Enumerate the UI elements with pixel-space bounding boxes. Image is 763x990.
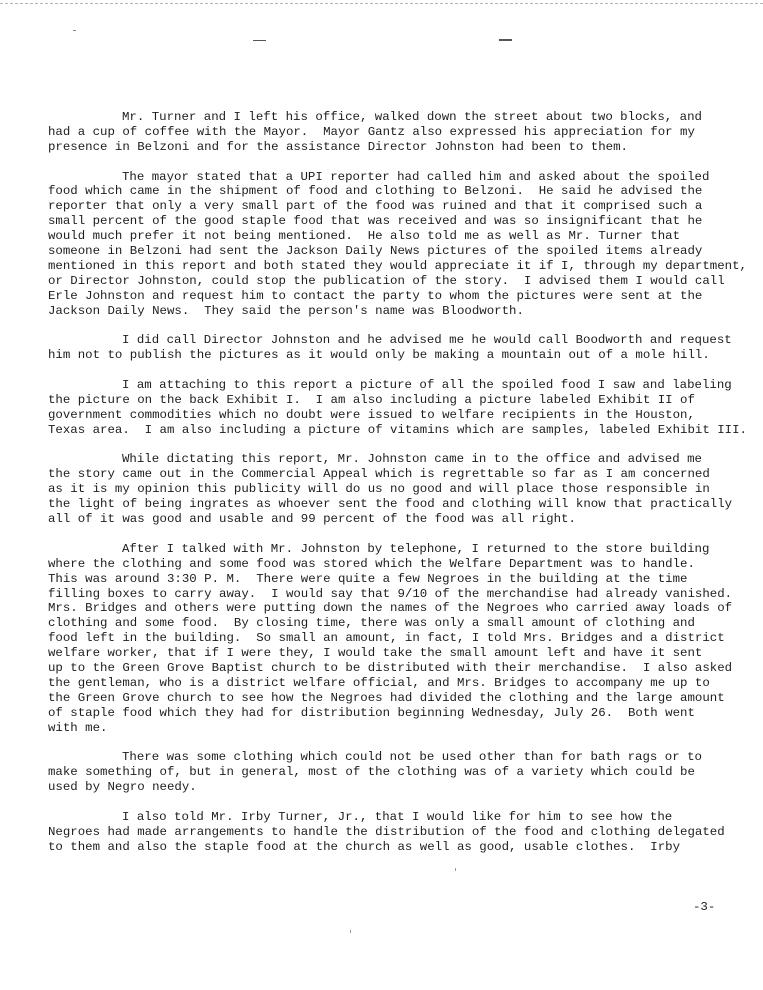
- paragraph: [48, 750, 760, 795]
- scan-mark: [350, 930, 351, 933]
- text-line: the gentleman, who is a district welfare official, and Mrs. Bridges to accompany me up to: [48, 675, 710, 690]
- text-line: This was around 3:30 P. M. There were quite a few Negroes in the building at the time: [48, 571, 688, 586]
- text-line: the story came out in the Commercial Appeal which is regrettable so far as I am concerned: [48, 467, 710, 482]
- paragraph: [48, 542, 760, 736]
- text-line: welfare worker, that if I were they, I would take the small amount left and have it sent: [48, 646, 703, 661]
- paragraph: [48, 333, 760, 363]
- text-line: all of it was good and usable and 99 percent of the food was all right.: [48, 512, 576, 527]
- text-line: make something of, but in general, most of the clothing was of a variety which could be: [48, 765, 695, 780]
- text-line: to them and also the staple food at the church as well as good, usable clothes. Irby: [48, 839, 681, 854]
- text-line: would much prefer it not being mentioned. He also told me as well as Mr. Turner that: [48, 229, 681, 244]
- text-line: of staple food which they had for distribution beginning Wednesday, July 26. Both went: [48, 705, 695, 720]
- text-line: After I talked with Mr. Johnston by telephone, I returned to the store building: [122, 541, 710, 556]
- paragraph: [48, 378, 760, 438]
- text-line: the light of being ingrates as whoever sent the food and clothing will know that practically: [48, 497, 733, 512]
- text-line: clothing and some food. By closing time, there was only a small amount of clothing and: [48, 616, 695, 631]
- scan-mark: [253, 40, 266, 41]
- text-line: The mayor stated that a UPI reporter had called him and asked about the spoiled: [122, 169, 710, 184]
- text-line: with me.: [48, 720, 108, 735]
- text-line: food left in the building. So small an amount, in fact, I told Mrs. Bridges and a district: [48, 631, 725, 646]
- text-line: as it is my opinion this publicity will do us no good and will place those responsible in: [48, 482, 710, 497]
- paragraph: [48, 452, 760, 526]
- text-line: small percent of the good staple food that was received and was so insignificant that he: [48, 214, 703, 229]
- text-line: someone in Belzoni had sent the Jackson Daily News pictures of the spoiled items already: [48, 244, 703, 259]
- page-number: -3-: [693, 900, 716, 914]
- text-line: There was some clothing which could not be used other than for bath rags or to: [122, 750, 702, 765]
- text-line: I also told Mr. Irby Turner, Jr., that I would like for him to see how the: [122, 809, 673, 824]
- text-line: filling boxes to carry away. I would say that 9/10 of the merchandise had already vanished.: [48, 586, 733, 601]
- text-line: Erle Johnston and request him to contact the party to whom the pictures were sent at the: [48, 288, 703, 303]
- text-line: Mrs. Bridges and others were putting down the names of the Negroes who carried away loads of: [48, 601, 733, 616]
- text-line: Jackson Daily News. They said the person's name was Bloodworth.: [48, 303, 524, 318]
- text-line: food which came in the shipment of food and clothing to Belzoni. He said he advised the: [48, 184, 703, 199]
- paragraph: [48, 810, 760, 855]
- paragraph: [48, 110, 760, 155]
- text-line: government commodities which no doubt were issued to welfare recipients in the Houston,: [48, 407, 695, 422]
- text-line: While dictating this report, Mr. Johnston came in to the office and advised me: [122, 452, 702, 467]
- text-line: up to the Green Grove Baptist church to be distributed with their merchandise. I also asked: [48, 660, 733, 675]
- text-line: used by Negro needy.: [48, 780, 197, 795]
- scan-mark: [499, 39, 512, 41]
- text-line: him not to publish the pictures as it would only be making a mountain out of a mole hill.: [48, 348, 710, 363]
- text-line: or Director Johnston, could stop the publication of the story. I advised them I would call: [48, 273, 725, 288]
- text-line: I am attaching to this report a picture of all the spoiled food I saw and labeling: [122, 378, 732, 393]
- text-line: mentioned in this report and both stated they would appreciate it if I, through my department,: [48, 258, 747, 273]
- page-top-edge: [0, 3, 763, 4]
- text-line: presence in Belzoni and for the assistance Director Johnston had been to them.: [48, 139, 628, 154]
- paragraph: [48, 170, 760, 319]
- text-line: where the clothing and some food was stored which the Welfare Department was to handle.: [48, 556, 695, 571]
- text-line: the Green Grove church to see how the Negroes had divided the clothing and the large amount: [48, 690, 725, 705]
- text-line: I did call Director Johnston and he advised me he would call Boodworth and request: [122, 333, 732, 348]
- text-line: Mr. Turner and I left his office, walked down the street about two blocks, and: [122, 110, 702, 124]
- text-line: had a cup of coffee with the Mayor. Mayor Gantz also expressed his appreciation for my: [48, 124, 695, 139]
- document-body: [48, 110, 760, 869]
- scan-mark: [73, 30, 76, 31]
- text-line: the picture on the back Exhibit I. I am also including a picture labeled Exhibit II of: [48, 392, 695, 407]
- text-line: Negroes had made arrangements to handle the distribution of the food and clothing delegated: [48, 824, 725, 839]
- text-line: Texas area. I am also including a picture of vitamins which are samples, labeled Exhibit III.: [48, 422, 747, 437]
- text-line: reporter that only a very small part of the food was ruined and that it comprised such a: [48, 199, 703, 214]
